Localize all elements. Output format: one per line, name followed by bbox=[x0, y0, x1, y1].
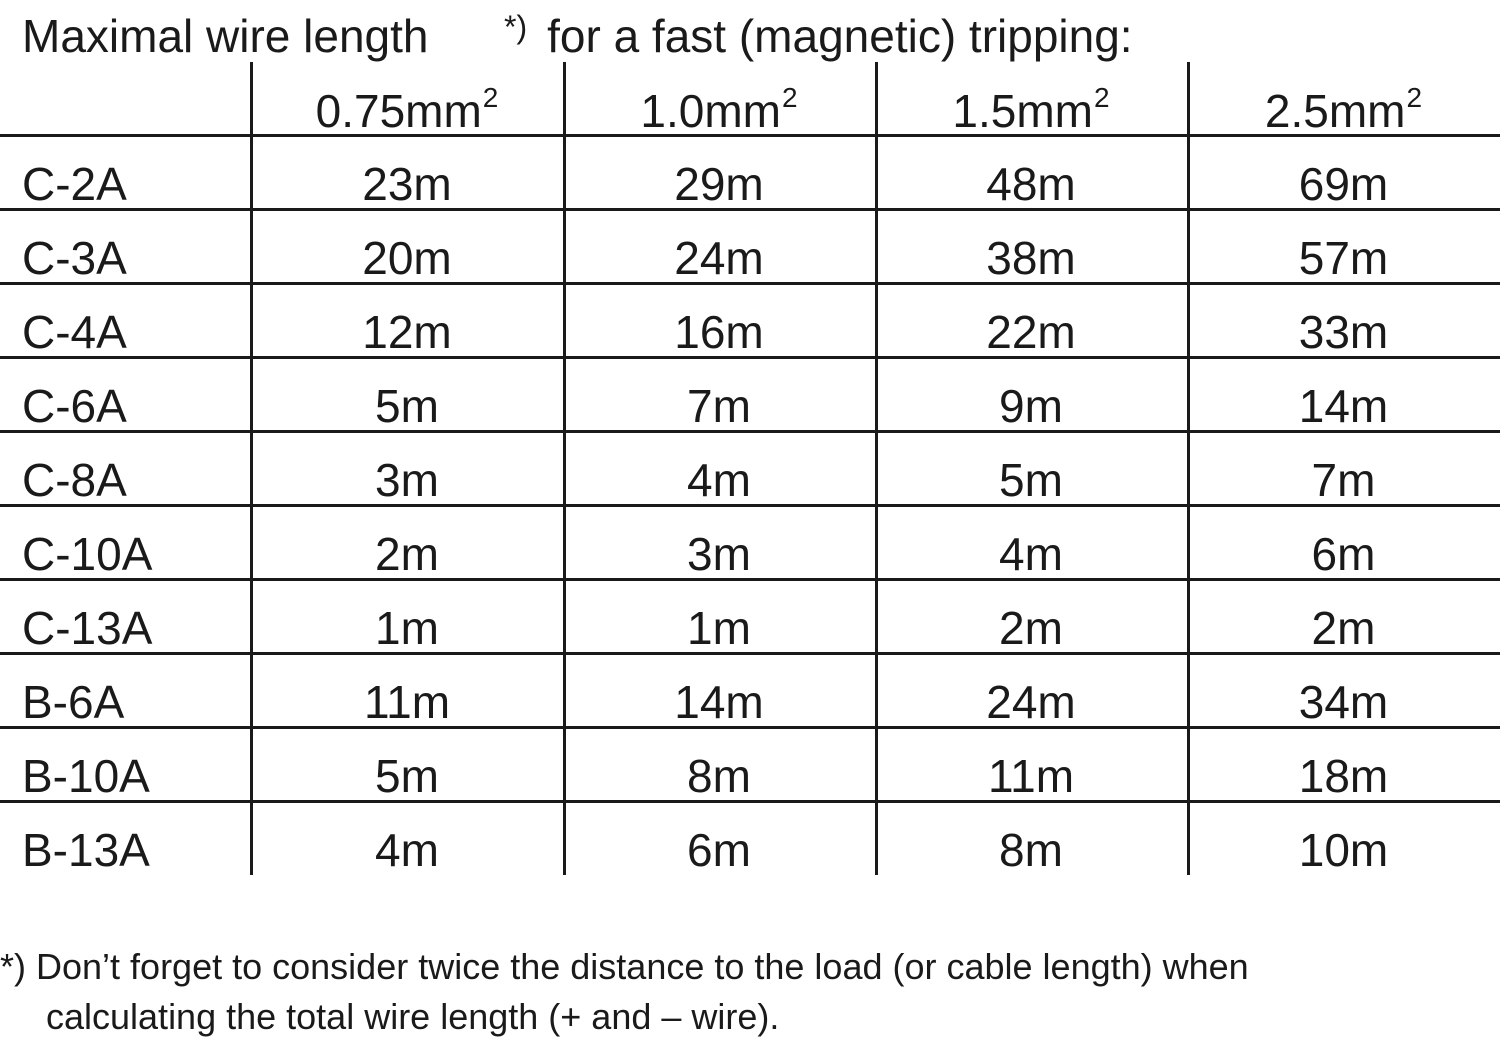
column-header-label: 1.0mm bbox=[640, 85, 781, 137]
table-cell: 10m bbox=[1298, 824, 1389, 876]
table-cell: 69m bbox=[1298, 158, 1389, 210]
footnote-line-2: calculating the total wire length (+ and – wire). bbox=[46, 996, 780, 1037]
superscript-two: 2 bbox=[782, 82, 798, 113]
column-header bbox=[875, 62, 1187, 147]
superscript-two: 2 bbox=[482, 82, 499, 113]
table-cell: 57m bbox=[1298, 232, 1389, 284]
table-cell: 29m bbox=[674, 158, 764, 210]
table-cell: 1m bbox=[375, 602, 439, 654]
table-row bbox=[0, 739, 1500, 813]
table-row bbox=[0, 517, 1500, 591]
table-cell: 38m bbox=[986, 232, 1076, 284]
table-cell: 6m bbox=[687, 824, 751, 876]
table-cell: 14m bbox=[1298, 380, 1389, 432]
table-row bbox=[0, 221, 1500, 295]
row-label: C-10A bbox=[22, 528, 153, 580]
table-row bbox=[0, 369, 1500, 443]
table-cell: 8m bbox=[999, 824, 1063, 876]
column-header-label: 2.5mm bbox=[1264, 85, 1406, 137]
superscript-two: 2 bbox=[1094, 82, 1110, 113]
table-cell: 4m bbox=[687, 454, 751, 506]
table-row bbox=[0, 813, 1500, 887]
table-cell: 5m bbox=[375, 380, 439, 432]
table-cell: 3m bbox=[375, 454, 439, 506]
table-cell: 2m bbox=[375, 528, 439, 580]
row-label: C-8A bbox=[22, 454, 127, 506]
column-header bbox=[563, 62, 875, 147]
row-label: C-3A bbox=[22, 232, 127, 284]
header-corner-cell bbox=[0, 62, 251, 147]
table-cell: 2m bbox=[999, 602, 1063, 654]
table-cell: 5m bbox=[375, 750, 439, 802]
table-cell: 11m bbox=[363, 676, 451, 728]
table-cell: 7m bbox=[687, 380, 751, 432]
row-label: B-6A bbox=[22, 676, 125, 728]
table-cell: 4m bbox=[375, 824, 439, 876]
table-cell: 4m bbox=[999, 528, 1063, 580]
title-subtext: for a fast (magnetic) tripping: bbox=[547, 10, 1133, 62]
table-row bbox=[0, 443, 1500, 517]
table-row bbox=[0, 147, 1500, 221]
table-cell: 2m bbox=[1311, 602, 1376, 654]
table-cell: 16m bbox=[674, 306, 764, 358]
wire-length-table bbox=[0, 62, 1500, 887]
table-cell: 6m bbox=[1311, 528, 1376, 580]
row-label: B-10A bbox=[22, 750, 150, 802]
table-cell: 3m bbox=[687, 528, 751, 580]
table-cell: 34m bbox=[1298, 676, 1389, 728]
table-cell: 23m bbox=[362, 158, 452, 210]
table-cell: 24m bbox=[674, 232, 764, 284]
table-cell: 22m bbox=[986, 306, 1076, 358]
table-cell: 48m bbox=[986, 158, 1076, 210]
table-cell: 9m bbox=[999, 380, 1063, 432]
table-cell: 12m bbox=[362, 306, 452, 358]
footnote-line-1: *) Don’t forget to consider twice the distance to the load (or cable length) when bbox=[0, 946, 1249, 987]
table-header-row bbox=[0, 62, 1500, 147]
table-row bbox=[0, 295, 1500, 369]
footnote bbox=[0, 942, 1480, 1042]
superscript-two: 2 bbox=[1406, 82, 1423, 113]
table-cell: 1m bbox=[687, 602, 751, 654]
column-header bbox=[1187, 62, 1500, 147]
table-cell: 14m bbox=[674, 676, 764, 728]
table-cell: 24m bbox=[986, 676, 1076, 728]
row-label: C-4A bbox=[22, 306, 127, 358]
row-label: C-13A bbox=[22, 602, 153, 654]
table-row bbox=[0, 665, 1500, 739]
title-text: Maximal wire length bbox=[22, 10, 429, 62]
table-cell: 7m bbox=[1311, 454, 1376, 506]
footnote-marker: *) bbox=[504, 9, 528, 45]
table-cell: 18m bbox=[1298, 750, 1389, 802]
table-cell: 8m bbox=[687, 750, 751, 802]
column-header bbox=[251, 62, 563, 147]
table-cell: 5m bbox=[999, 454, 1063, 506]
table-cell: 20m bbox=[362, 232, 452, 284]
table-cell: 11m bbox=[987, 750, 1075, 802]
table-row bbox=[0, 591, 1500, 665]
table-cell: 33m bbox=[1298, 306, 1389, 358]
column-header-label: 1.5mm bbox=[952, 85, 1093, 137]
row-label: C-6A bbox=[22, 380, 127, 432]
row-label: C-2A bbox=[22, 158, 127, 210]
column-header-label: 0.75mm bbox=[315, 85, 482, 137]
row-label: B-13A bbox=[22, 824, 150, 876]
